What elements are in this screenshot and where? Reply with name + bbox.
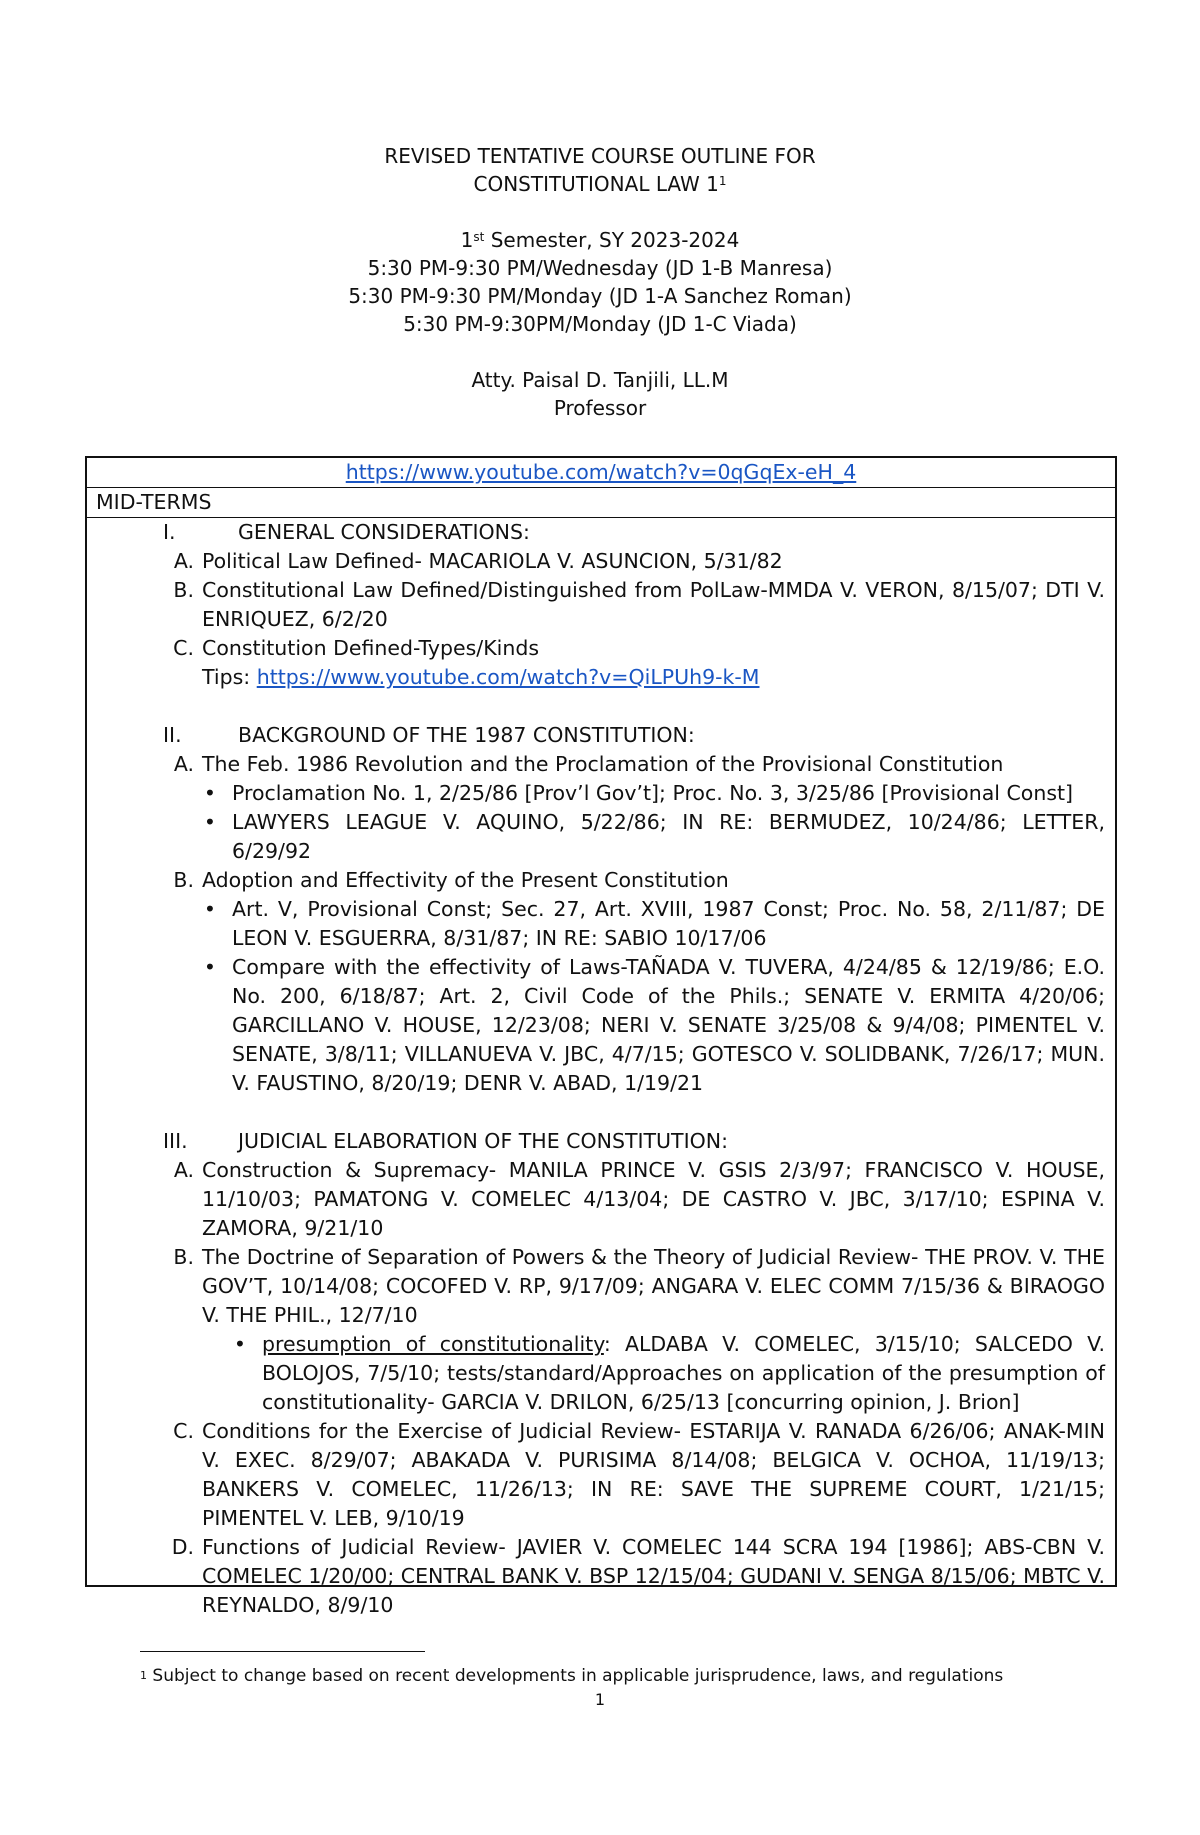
schedule-line: 5:30 PM-9:30 PM/Monday (JD 1-A Sanchez Roman) — [348, 284, 852, 308]
semester-line: 1st Semester, SY 2023-2024 — [460, 228, 740, 252]
schedule-line: 5:30 PM-9:30 PM/Wednesday (JD 1-B Manresa) — [367, 256, 833, 280]
professor-title: Professor — [553, 396, 647, 420]
title-line-1: REVISED TENTATIVE COURSE OUTLINE FOR — [384, 144, 816, 168]
title-line-2: CONSTITUTIONAL LAW $1^1$ — [473, 172, 727, 196]
video-link[interactable]: https://www.youtube.com/watch?v=0qGqEx-eH_4 — [345, 460, 857, 484]
video-link-row — [87, 458, 1115, 488]
outline-item: B. Adoption and Effectivity of the Present Constitution — [173, 868, 729, 892]
period-label: MID-TERMS — [87, 488, 1115, 518]
bullet-icon: • — [233, 1332, 246, 1356]
bullet-icon: • — [203, 781, 216, 805]
tips-line: Tips: https://www.youtube.com/watch?v=QiLPUh9-k-M — [202, 665, 760, 689]
course-outline-table — [85, 456, 1117, 1617]
bullet-item: • Proclamation No. 1, 2/25/86 [Prov’l Gov’t]; Proc. No. 3, 3/25/86 [Provisional Const] — [87, 779, 1105, 808]
schedule-line: 5:30 PM-9:30PM/Monday (JD 1-C Viada) — [403, 312, 797, 336]
outline-body — [87, 518, 1115, 1620]
footnote-separator — [140, 1651, 425, 1652]
outline-item: B. Constitutional Law Defined/Distinguished from PolLaw-MMDA V. VERON, 8/15/07; DTI V. ENRIQUEZ, 6/2/20 — [173, 578, 1105, 631]
bullet-icon: • — [203, 810, 216, 834]
outline-item: A. The Feb. 1986 Revolution and the Proclamation of the Provisional Constitution — [173, 752, 1004, 776]
document-header — [0, 142, 1200, 422]
footnote: $^1$ Subject to change based on recent developments in applicable jurisprudence, laws, and regulations — [140, 1666, 1004, 1686]
section-heading: III. JUDICIAL ELABORATION OF THE CONSTITUTION: — [163, 1129, 728, 1153]
bullet-item: • Compare with the effectivity of Laws-TAÑADA V. TUVERA, 4/24/85 & 12/19/86; E.O. No. 200, 6/18/87; Art. 2, Civil Code of the Phils.; SENATE V. ERMITA 4/20/06; GARCILLANO V. HOUSE, 12/23/08; NERI V. SENATE 3/25/08 & 9/4/08; PIMENTEL V. SENATE, 3/8/11; VILLANUEVA V. JBC, 4/7/15; GOTESCO V. SOLIDBANK, 7/26/17; MUN. V. FAUSTINO, 8/20/19; DENR V. ABAD, 1/19/21 — [87, 953, 1105, 1098]
bullet-icon: • — [203, 955, 216, 979]
outline-item: A. Construction & Supremacy- MANILA PRINCE V. GSIS 2/3/97; FRANCISCO V. HOUSE, 11/10/03; PAMATONG V. COMELEC 4/13/04; DE CASTRO V. JBC, 3/17/10; ESPINA V. ZAMORA, 9/21/10 — [173, 1158, 1105, 1240]
bullet-item: • presumption of constitutionality: ALDABA V. COMELEC, 3/15/10; SALCEDO V. BOLOJOS, 7/5/10; tests/standard/Approaches on application of the presumption of constitutionality- GARCIA V. DRILON, 6/25/13 [concurring opinion, J. Brion] — [87, 1330, 1105, 1417]
outline-item: C. Constitution Defined-Types/Kinds Tips: https://www.youtube.com/watch?v=QiLPUh9-k-M — [87, 634, 1105, 692]
section-heading: II. BACKGROUND OF THE 1987 CONSTITUTION: — [163, 723, 695, 747]
bullet-item: • LAWYERS LEAGUE V. AQUINO, 5/22/86; IN RE: BERMUDEZ, 10/24/86; LETTER, 6/29/92 — [87, 808, 1105, 866]
section-heading: I. GENERAL CONSIDERATIONS: — [163, 520, 530, 544]
page-number: 1 — [594, 1690, 606, 1709]
bullet-item: • Art. V, Provisional Const; Sec. 27, Art. XVIII, 1987 Const; Proc. No. 58, 2/11/87; DE LEON V. ESGUERRA, 8/31/87; IN RE: SABIO 10/17/06 — [87, 895, 1105, 953]
outline-item: C. Conditions for the Exercise of Judicial Review- ESTARIJA V. RANADA 6/26/06; ANAK-MIN V. EXEC. 8/29/07; ABAKADA V. PURISIMA 8/14/08; BELGICA V. OCHOA, 11/19/13; BANKERS V. COMELEC, 11/26/13; IN RE: SAVE THE SUPREME COURT, 1/21/15; PIMENTEL V. LEB, 9/10/19 — [173, 1419, 1105, 1530]
outline-item: D. Functions of Judicial Review- JAVIER V. COMELEC 144 SCRA 194 [1986]; ABS-CBN V. COMELEC 1/20/00; CENTRAL BANK V. BSP 12/15/04; GUDANI V. SENGA 8/15/06; MBTC V. REYNALDO, 8/9/10 — [171, 1535, 1105, 1617]
professor-name: Atty. Paisal D. Tanjili, LL.M — [471, 368, 729, 392]
outline-item: B. The Doctrine of Separation of Powers & the Theory of Judicial Review- THE PROV. V. THE GOV’T, 10/14/08; COCOFED V. RP, 9/17/09; ANGARA V. ELEC COMM 7/15/36 & BIRAOGO V. THE PHIL., 12/7/10 — [173, 1245, 1105, 1327]
tips-link[interactable]: https://www.youtube.com/watch?v=QiLPUh9-k-M — [256, 665, 760, 689]
bullet-icon: • — [203, 897, 216, 921]
outline-item: A. Political Law Defined- MACARIOLA V. ASUNCION, 5/31/82 — [173, 549, 783, 573]
footnote-ref[interactable]: 1 — [718, 174, 727, 188]
